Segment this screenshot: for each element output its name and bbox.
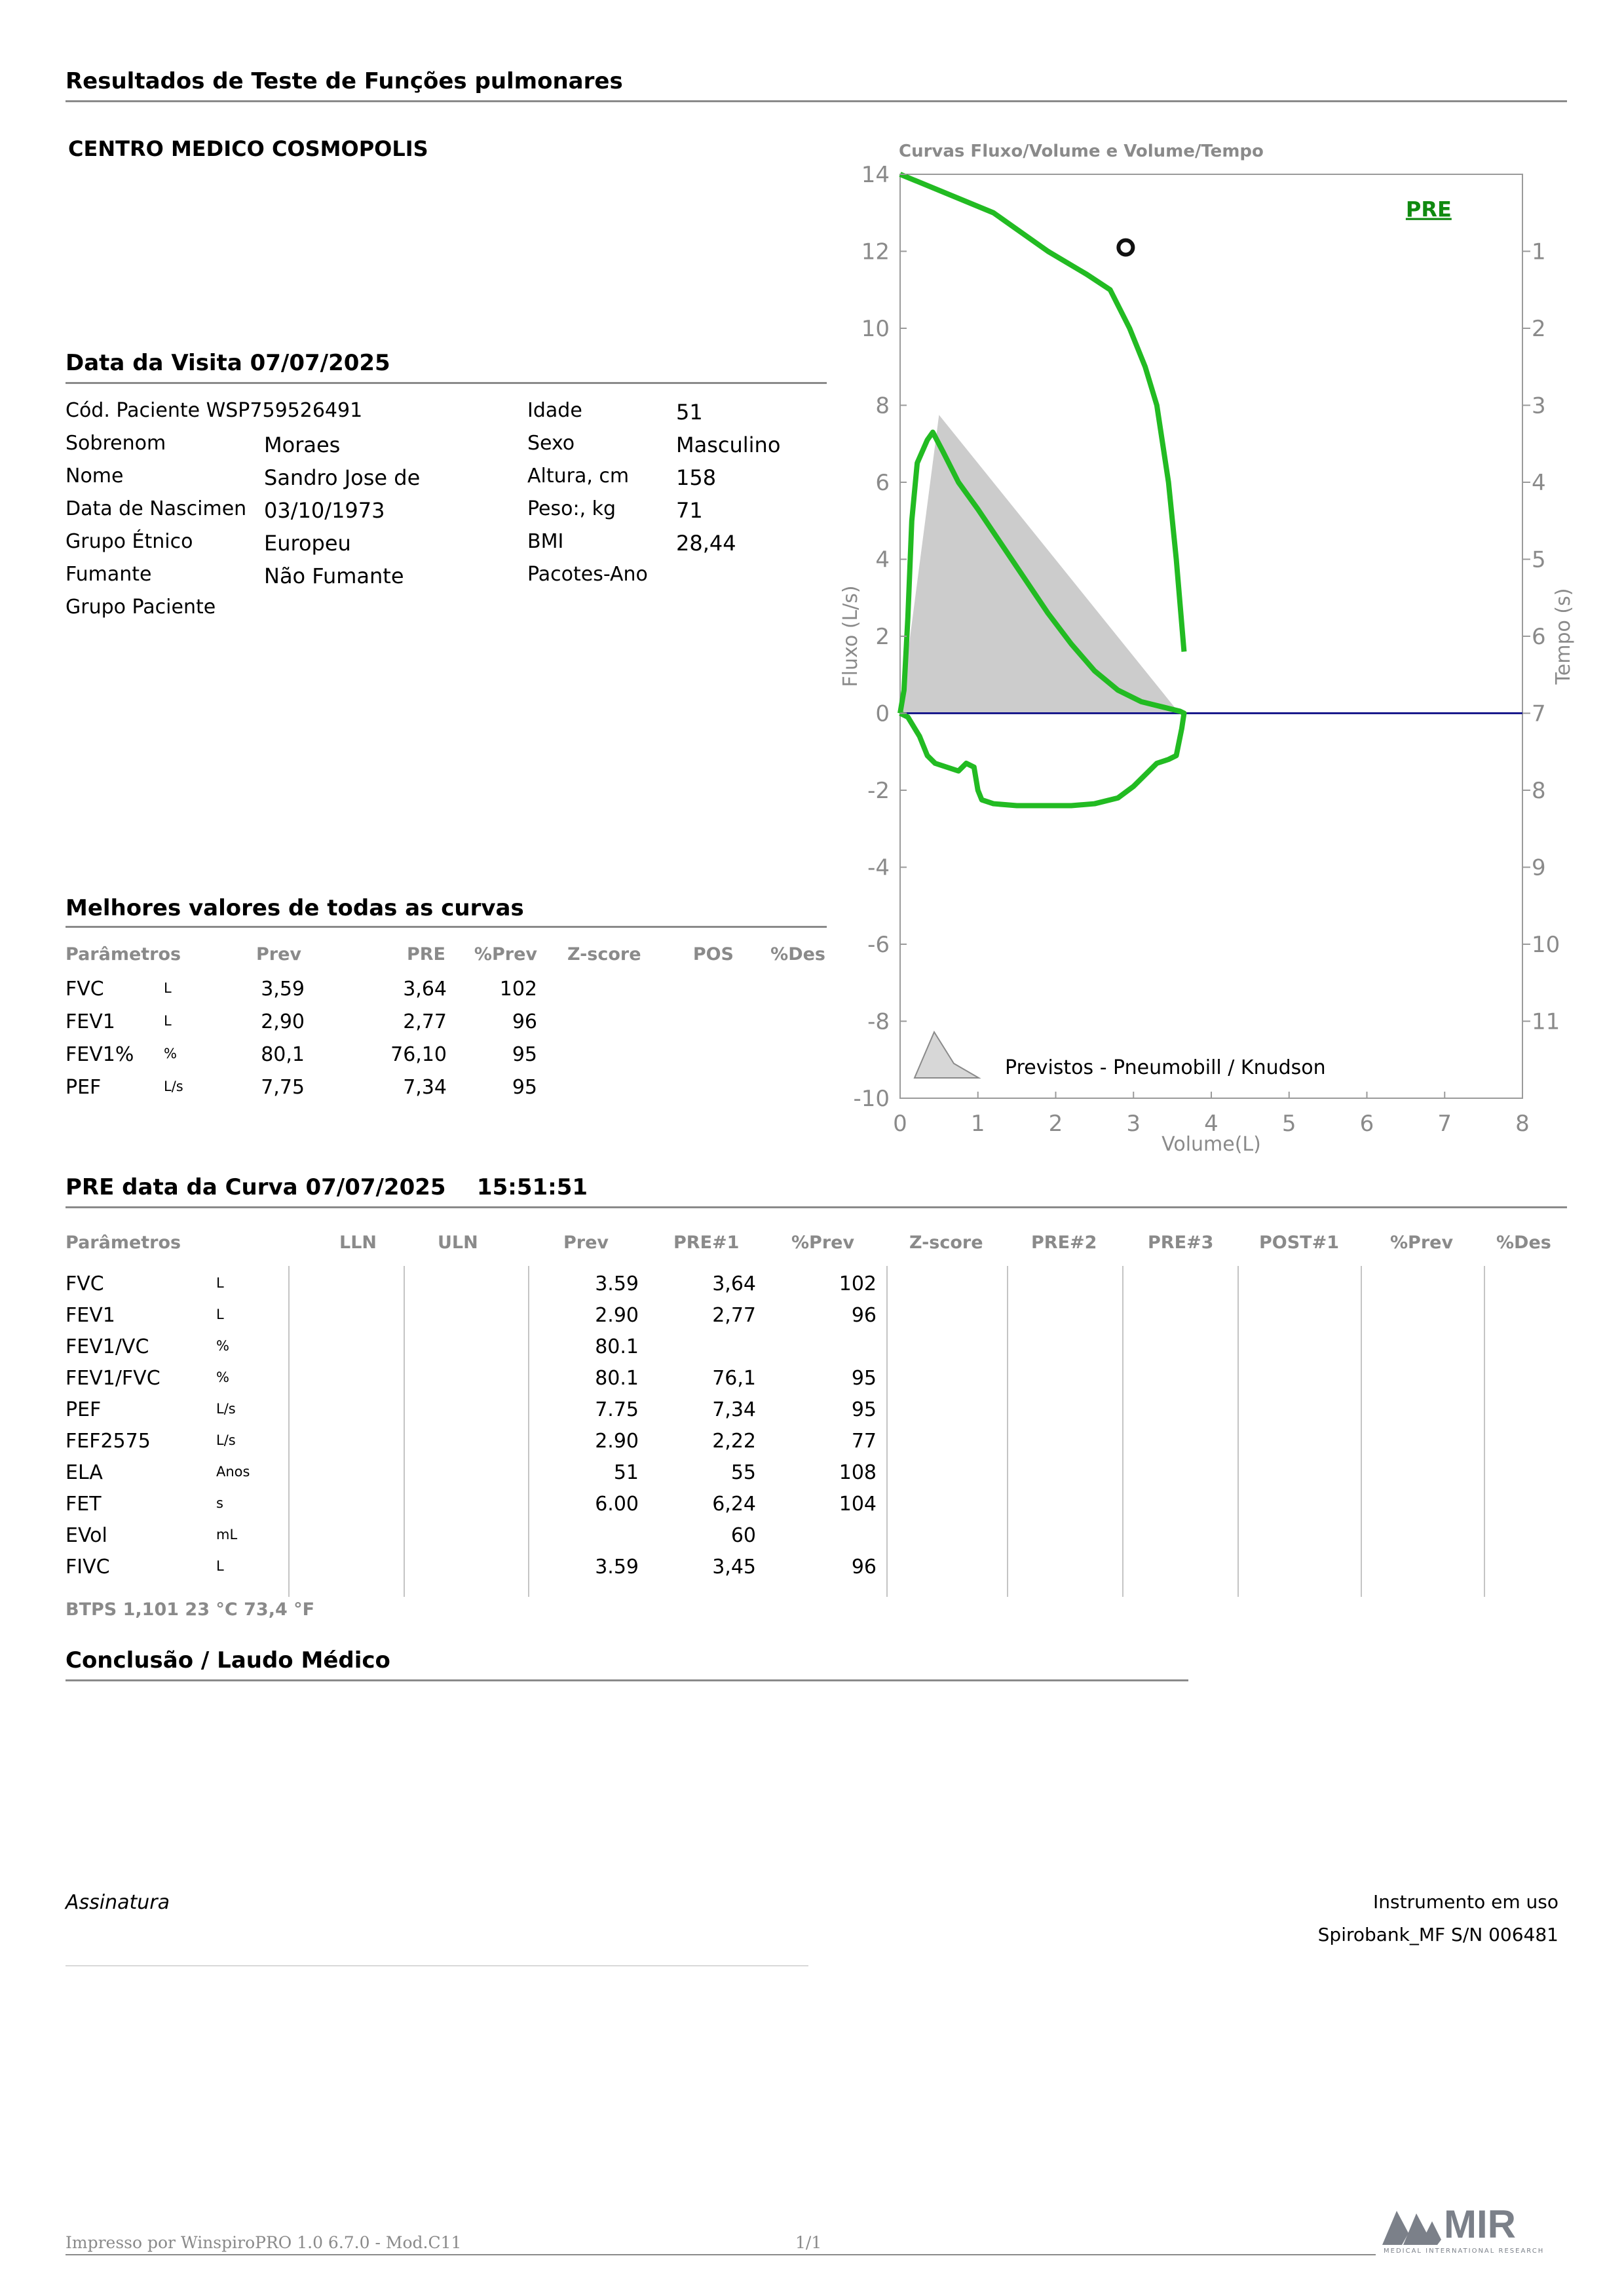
prev-value: 7.75: [595, 1398, 639, 1421]
y2-tick-label: 9: [1532, 854, 1546, 881]
column-separator: [404, 1266, 405, 1597]
param-name: FEV1/VC: [66, 1335, 149, 1358]
param-unit: L: [164, 980, 172, 996]
column-separator: [1361, 1266, 1362, 1597]
y2-tick-label: 5: [1532, 546, 1546, 573]
y2-tick-label: 6: [1532, 624, 1546, 650]
param-name: FVC: [66, 1272, 104, 1295]
conclusion-header: Conclusão / Laudo Médico: [66, 1647, 390, 1674]
pre1-value: 7,34: [712, 1398, 756, 1421]
col-pre: PRE: [406, 944, 445, 965]
mir-logo: [1382, 2202, 1566, 2259]
pct-prev-value: 102: [499, 978, 537, 1001]
pre1-value: 2,22: [712, 1430, 756, 1453]
col-pre1: PRE#1: [673, 1233, 740, 1253]
col-prev: Prev: [563, 1233, 609, 1253]
end-of-test-marker: [1118, 240, 1133, 255]
bmi-value: 28,44: [676, 531, 736, 556]
col-pre2: PRE#2: [1031, 1233, 1097, 1253]
legend-predicted-swatch: [915, 1032, 979, 1078]
pct-prev-value: 96: [851, 1556, 877, 1578]
param-unit: L: [216, 1558, 224, 1574]
col-pct-des: %Des: [1496, 1233, 1551, 1253]
pct-prev-value: 95: [512, 1076, 537, 1099]
y-tick-label: -10: [853, 1086, 890, 1112]
curve-divider: [66, 1206, 1567, 1208]
param-unit: %: [216, 1338, 229, 1354]
mir-logo-text: MIR: [1444, 2202, 1516, 2246]
prev-value: 2,90: [261, 1010, 305, 1033]
curve-header-time: 15:51:51: [476, 1174, 588, 1200]
patient-code: Cód. Paciente WSP759526491: [66, 399, 363, 422]
param-unit: %: [164, 1046, 177, 1062]
y2-tick-label: 11: [1532, 1008, 1560, 1035]
col-parametros: Parâmetros: [66, 1233, 181, 1253]
report-title: Resultados de Teste de Funções pulmonares: [66, 68, 623, 94]
prev-value: 80.1: [595, 1367, 639, 1390]
footer-divider: [66, 2254, 1376, 2255]
column-separator: [1484, 1266, 1485, 1597]
param-name: FEV1/FVC: [66, 1367, 161, 1390]
col-parametros: Parâmetros: [66, 944, 181, 965]
param-unit: L/s: [164, 1079, 183, 1094]
clinic-name: CENTRO MEDICO COSMOPOLIS: [68, 136, 428, 161]
y2-tick-label: 3: [1532, 392, 1546, 419]
param-name: FVC: [66, 978, 104, 1001]
weight-value: 71: [676, 498, 703, 523]
pct-prev-value: 104: [839, 1493, 877, 1516]
pre1-value: 60: [730, 1524, 756, 1547]
y-tick-label: 4: [875, 546, 890, 573]
param-name: FEV1: [66, 1304, 115, 1327]
col-zscore: Z-score: [567, 944, 641, 965]
col-pct-prev-post: %Prev: [1390, 1233, 1454, 1253]
y2-tick-label: 7: [1532, 700, 1546, 727]
legend-predicted-label: Previstos - Pneumobill / Knudson: [1005, 1056, 1326, 1079]
pre-value: 2,77: [403, 1010, 447, 1033]
mir-logo-subtext: MEDICAL INTERNATIONAL RESEARCH: [1384, 2248, 1545, 2255]
best-values-divider: [66, 926, 827, 928]
birth-label: Data de Nascimen: [66, 497, 247, 520]
pre1-value: 2,77: [712, 1304, 756, 1327]
pct-prev-value: 95: [851, 1367, 877, 1390]
y-tick-label: -2: [867, 778, 890, 804]
pct-prev-value: 77: [851, 1430, 877, 1453]
param-name: PEF: [66, 1398, 102, 1421]
sex-label: Sexo: [527, 432, 575, 455]
surname-label: Sobrenom: [66, 432, 166, 455]
curve-header-title: PRE data da Curva 07/07/2025: [66, 1174, 446, 1200]
column-separator: [1122, 1266, 1124, 1597]
param-name: FEV1%: [66, 1043, 134, 1066]
pct-prev-value: 108: [839, 1461, 877, 1484]
y-tick-label: 2: [875, 624, 890, 650]
name-value: Sandro Jose de: [264, 465, 421, 490]
mir-logo-icon: [1382, 2207, 1441, 2245]
sex-value: Masculino: [676, 432, 781, 457]
x-tick-label: 0: [893, 1111, 907, 1137]
y2-tick-label: 4: [1532, 470, 1546, 496]
instrument-value: Spirobank_MF S/N 006481: [1317, 1924, 1558, 1945]
col-pct-des: %Des: [770, 944, 825, 965]
age-label: Idade: [527, 399, 582, 422]
signature-label: Assinatura: [66, 1891, 170, 1914]
bmi-label: BMI: [527, 530, 564, 553]
packs-label: Pacotes-Ano: [527, 563, 648, 586]
param-unit: s: [216, 1495, 223, 1511]
prev-value: 80,1: [261, 1043, 305, 1066]
y2-axis-label: Tempo (s): [1552, 588, 1575, 685]
x-tick-label: 6: [1359, 1111, 1374, 1137]
col-pct-prev: %Prev: [791, 1233, 855, 1253]
column-separator: [288, 1266, 290, 1597]
param-unit: L/s: [216, 1401, 236, 1417]
column-separator: [886, 1266, 888, 1597]
legend-pre: PRE: [1405, 197, 1452, 222]
instrument-label: Instrumento em uso: [1373, 1891, 1558, 1913]
x-tick-label: 7: [1437, 1111, 1452, 1137]
prev-value: 2.90: [595, 1430, 639, 1453]
height-label: Altura, cm: [527, 465, 630, 488]
btps-info: BTPS 1,101 23 °C 73,4 °F: [66, 1599, 315, 1620]
y-tick-label: 8: [875, 392, 890, 419]
prev-value: 3,59: [261, 978, 305, 1001]
pre1-value: 6,24: [712, 1493, 756, 1516]
param-unit: %: [216, 1369, 229, 1385]
prev-value: 3.59: [595, 1556, 639, 1578]
col-prev: Prev: [255, 944, 301, 965]
param-name: ELA: [66, 1461, 103, 1484]
col-pos: POS: [692, 944, 734, 965]
col-uln: ULN: [438, 1233, 478, 1253]
param-unit: L/s: [216, 1432, 236, 1448]
ethnic-label: Grupo Étnico: [66, 530, 193, 553]
pre-value: 76,10: [390, 1043, 447, 1066]
weight-label: Peso:, kg: [527, 497, 616, 520]
col-lln: LLN: [339, 1233, 377, 1253]
pct-prev-value: 102: [839, 1272, 877, 1295]
prev-value: 3.59: [595, 1272, 639, 1295]
param-name: FIVC: [66, 1556, 110, 1578]
param-unit: L: [216, 1307, 224, 1322]
visit-divider: [66, 382, 827, 384]
name-label: Nome: [66, 465, 124, 488]
param-name: PEF: [66, 1076, 102, 1099]
column-separator: [528, 1266, 529, 1597]
pre-value: 7,34: [403, 1076, 447, 1099]
prev-value: 2.90: [595, 1304, 639, 1327]
age-value: 51: [676, 400, 703, 425]
prev-value: 80.1: [595, 1335, 639, 1358]
pre1-value: 3,64: [712, 1272, 756, 1295]
y-tick-label: 12: [861, 239, 890, 265]
param-unit: mL: [216, 1527, 238, 1542]
param-name: EVol: [66, 1524, 107, 1547]
x-tick-label: 8: [1515, 1111, 1530, 1137]
col-pct-prev: %Prev: [474, 944, 537, 965]
surname-value: Moraes: [264, 432, 341, 457]
prev-value: 6.00: [595, 1493, 639, 1516]
x-tick-label: 2: [1048, 1111, 1063, 1137]
prev-value: 51: [613, 1461, 639, 1484]
y-tick-label: -4: [867, 854, 890, 881]
x-tick-label: 5: [1281, 1111, 1296, 1137]
birth-value: 03/10/1973: [264, 498, 385, 523]
footer-printed-by: Impresso por WinspiroPRO 1.0 6.7.0 - Mod.C11: [66, 2233, 462, 2252]
conclusion-divider: [66, 1679, 1188, 1681]
y2-tick-label: 10: [1532, 932, 1560, 958]
y2-tick-label: 1: [1532, 239, 1546, 265]
pre1-value: 55: [730, 1461, 756, 1484]
x-tick-label: 4: [1204, 1111, 1218, 1137]
param-name: FEF2575: [66, 1430, 151, 1453]
col-pre3: PRE#3: [1148, 1233, 1214, 1253]
x-tick-label: 3: [1126, 1111, 1141, 1137]
best-values-header: Melhores valores de todas as curvas: [66, 895, 524, 921]
prev-value: 7,75: [261, 1076, 305, 1099]
visit-header: Data da Visita 07/07/2025: [66, 350, 390, 376]
title-divider: [66, 100, 1567, 102]
column-separator: [1007, 1266, 1008, 1597]
signature-line: [66, 1965, 808, 1966]
chart-title: Curvas Fluxo/Volume e Volume/Tempo: [899, 142, 1264, 161]
y-tick-label: 0: [875, 700, 890, 727]
col-zscore: Z-score: [909, 1233, 983, 1253]
pre-value: 3,64: [403, 978, 447, 1001]
smoker-label: Fumante: [66, 563, 152, 586]
param-unit: Anos: [216, 1464, 250, 1480]
pct-prev-value: 96: [512, 1010, 537, 1033]
predicted-envelope: [900, 415, 1179, 713]
y2-tick-label: 2: [1532, 316, 1546, 342]
y-tick-label: -8: [867, 1008, 890, 1035]
smoker-value: Não Fumante: [264, 564, 404, 588]
y-tick-label: 6: [875, 470, 890, 496]
group-label: Grupo Paciente: [66, 596, 216, 619]
ethnic-value: Europeu: [264, 531, 351, 556]
param-name: FEV1: [66, 1010, 115, 1033]
curve-header: [66, 1174, 588, 1200]
column-separator: [1237, 1266, 1239, 1597]
param-name: FET: [66, 1493, 102, 1516]
col-post1: POST#1: [1259, 1233, 1340, 1253]
flow-volume-chart: [825, 157, 1579, 1166]
pct-prev-value: 95: [512, 1043, 537, 1066]
footer-page: 1/1: [795, 2233, 822, 2252]
x-axis-label: Volume(L): [1161, 1133, 1261, 1156]
param-unit: L: [216, 1275, 224, 1291]
pct-prev-value: 95: [851, 1398, 877, 1421]
pct-prev-value: 96: [851, 1304, 877, 1327]
y-axis-label: Fluxo (L/s): [839, 585, 862, 687]
y-tick-label: 14: [861, 162, 890, 188]
param-unit: L: [164, 1013, 172, 1029]
x-tick-label: 1: [970, 1111, 985, 1137]
pre1-value: 3,45: [712, 1556, 756, 1578]
height-value: 158: [676, 465, 717, 490]
pre1-value: 76,1: [712, 1367, 756, 1390]
y-tick-label: -6: [867, 932, 890, 958]
y-tick-label: 10: [861, 316, 890, 342]
y2-tick-label: 8: [1532, 778, 1546, 804]
